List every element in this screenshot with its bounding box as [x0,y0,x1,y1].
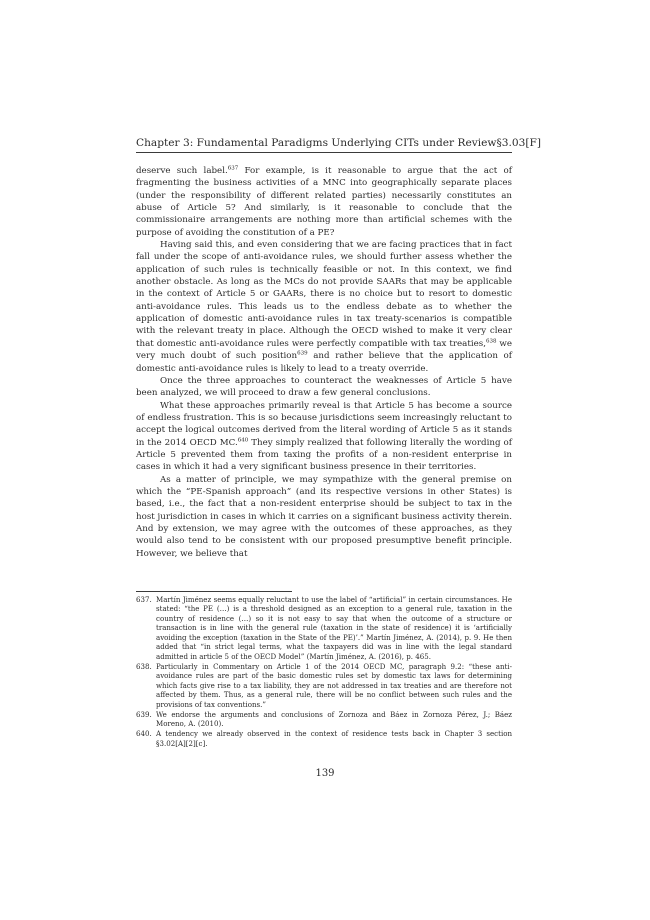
section-reference: §3.03[F] [496,137,541,149]
chapter-title: Chapter 3: Fundamental Paradigms Underlying CITs under Review [136,137,497,149]
running-header [136,136,541,150]
footnote-text: We endorse the arguments and conclusions of Zornoza and Báez in Zornoza Pérez, J.; Báez Moreno, A. (2010). [156,709,512,729]
header-divider [136,152,512,153]
footnote-number: 640. [136,729,152,739]
footnote-number: 638. [136,661,152,671]
footnote-640 [136,729,512,748]
footnotes [136,595,512,749]
footnote-number: 637. [136,595,152,604]
paragraph-3: Once the three approaches to counteract the weaknesses of Article 5 have been analyzed, we will proceed to draw a few general conclusions. [136,375,512,399]
paragraph-4: What these approaches primarily reveal is that Article 5 has become a source of endless frustration. This is so because jurisdictions seem increasingly reluctant to accept the logical outcomes derived from the literal wording of Article 5 as it stands in the 2014 OECD MC.$^{640}$ They simply realized that following literally the wording of Article 5 prevented them from taxing the profits of a non-resident enterprise in cases in which it had a very significant business presence in their territories. [136,400,512,473]
footnote-divider [136,591,292,592]
footnote-text: Particularly in Commentary on Article 1 of the 2014 OECD MC, paragraph 9.2: “these anti-avoidance rules are part of the basic domestic rules set by domestic tax laws for determining which facts give rise to a tax liability, they are not addressed in tax treaties and are therefore not affected by them. Thus, as a general rule, there will be no conflict between such rules and the provisions of tax conventions.” [156,661,512,709]
main-text [136,165,512,560]
footnote-number: 639. [136,709,152,719]
footnote-ref-638[interactable]: 638 [485,338,497,345]
footnote-text: A tendency we already observed in the context of residence tests back in Chapter 3 section §3.02[A][2][c]. [156,729,512,748]
footnote-text: Martín Jiménez seems equally reluctant to use the label of “artificial” in certain circumstances. He stated: “the PE (…) is a threshold designed as an exception to a general rule, taxation in the country of residence (…) so it is not easy to say that when the outcome of a structure or transaction is in line with the general rule (taxation in the state of residence) it is ‘artificially avoiding the exception (taxation in the State of the PE)’.” Martín Jiménez, A. (2014), p. 9. He then added that “in strict legal terms, what the taxpayers did was in line with the legal standard admitted in article 5 of the OECD Model” (Martín Jiménez, A. (2016), p. 465. [156,595,512,661]
footnote-ref-639[interactable]: 639 [297,350,308,357]
paragraph-2: Having said this, and even considering that we are facing practices that in fact fall under the scope of anti-avoidance rules, we should further assess whether the application of such rules is technically feasible or not. In this context, we find another obstacle. As long as the MCs do not provide SAARs that may be applicable in the context of Article 5 or GAARs, there is no choice but to resort to domestic anti-avoidance rules. This leads us to the endless debate as to whether the application of domestic anti-avoidance rules in tax treaty-scenarios is compatible with the relevant treaty in place. Although the OECD wished to make it very clear that domestic anti-avoidance rules were perfectly compatible with tax treaties,$^{638}$ we very much doubt of such position$^{639}$ and rather believe that the application of domestic anti-avoidance rules is likely to lead to a treaty override. [136,240,512,374]
paragraph-5: As a matter of principle, we may sympathize with the general premise on which the “PE-Spanish approach” (and its respective versions in other States) is based, i.e., the fact that a non-resident enterprise should be subject to tax in the host jurisdiction in cases in which it carries on a significant business activity therein. And by extension, we may agree with the outcomes of these approaches, as they would also tend to be consistent with our proposed presumptive benefit principle. However, we believe that [136,474,512,559]
footnote-ref-640[interactable]: 640 [237,437,249,444]
footnote-639 [136,710,512,729]
footnote-637 [136,595,512,661]
footnote-ref-637[interactable]: 637 [227,165,239,172]
page-number: 139 [315,768,335,779]
footnote-638 [136,662,512,709]
paragraph-1: deserve such label.$^{637}$ For example, is it reasonable to argue that the act of fragmenting the business activities of a MNC into geographically separate places (under the responsibility of different related parties) necessarily constitutes an abuse of Article 5? And similarly, is it reasonable to conclude that the commissionaire arrangements are nothing more than artificial schemes with the purpose of avoiding the constitution of a PE? [136,165,512,238]
